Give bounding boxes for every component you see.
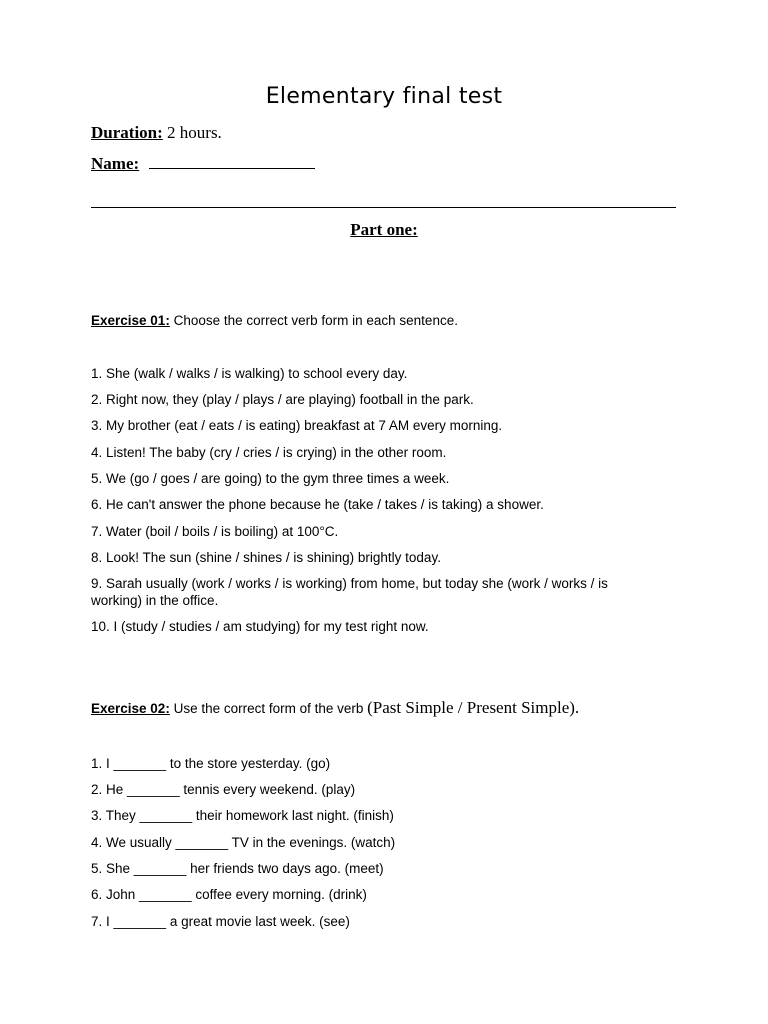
exercise2-item: 5. She _______ her friends two days ago. (meet): [91, 861, 384, 876]
exercise2-instruction: Use the correct form of the verb: [169, 701, 368, 716]
page-title: Elementary final test: [265, 84, 503, 109]
name-blank: [149, 154, 315, 169]
exercise1-instruction: Choose the correct verb form in each sentence.: [169, 313, 458, 328]
exercise2-heading: [91, 698, 579, 718]
exercise1-item: 3. My brother (eat / eats / is eating) breakfast at 7 AM every morning.: [91, 418, 503, 433]
exercise2-item: 4. We usually _______ TV in the evenings. (watch): [91, 835, 396, 850]
exercise1-item: 6. He can't answer the phone because he (take / takes / is taking) a shower.: [91, 497, 544, 512]
part-heading: Part one:: [350, 220, 418, 239]
exercise2-item: 6. John _______ coffee every morning. (drink): [91, 887, 367, 902]
exercise2-item: 3. They _______ their homework last night. (finish): [91, 808, 394, 823]
exercise1-item: 8. Look! The sun (shine / shines / is shining) brightly today.: [91, 550, 441, 565]
separator-rule: [91, 207, 676, 208]
name-line: [91, 154, 315, 174]
duration-line: [91, 123, 222, 143]
exercise1-label: Exercise 01:: [91, 313, 170, 328]
exercise1-item: 9. Sarah usually (work / works / is working) from home, but today she (work / works / is working) in the office.: [91, 576, 608, 608]
duration-value: 2 hours.: [162, 123, 222, 142]
exercise1-heading: [91, 313, 458, 328]
exercise1-item: 1. She (walk / walks / is walking) to school every day.: [91, 366, 408, 381]
exercise1-item: 10. I (study / studies / am studying) for my test right now.: [91, 619, 429, 634]
exercise1-item: 4. Listen! The baby (cry / cries / is crying) in the other room.: [91, 445, 447, 460]
duration-label: Duration:: [91, 123, 163, 142]
exercise2-item: 2. He _______ tennis every weekend. (play): [91, 782, 356, 797]
exercise2-label: Exercise 02:: [91, 701, 170, 716]
exercise2-item: 7. I _______ a great movie last week. (see): [91, 914, 350, 929]
exercise1-item: 5. We (go / goes / are going) to the gym three times a week.: [91, 471, 450, 486]
exercise1-item: 7. Water (boil / boils / is boiling) at 100°C.: [91, 524, 339, 539]
name-label: Name:: [91, 154, 140, 173]
exercise2-item: 1. I _______ to the store yesterday. (go): [91, 756, 331, 771]
exercise1-item: 2. Right now, they (play / plays / are playing) football in the park.: [91, 392, 474, 407]
exercise2-instruction-tenses: (Past Simple / Present Simple).: [367, 698, 580, 717]
